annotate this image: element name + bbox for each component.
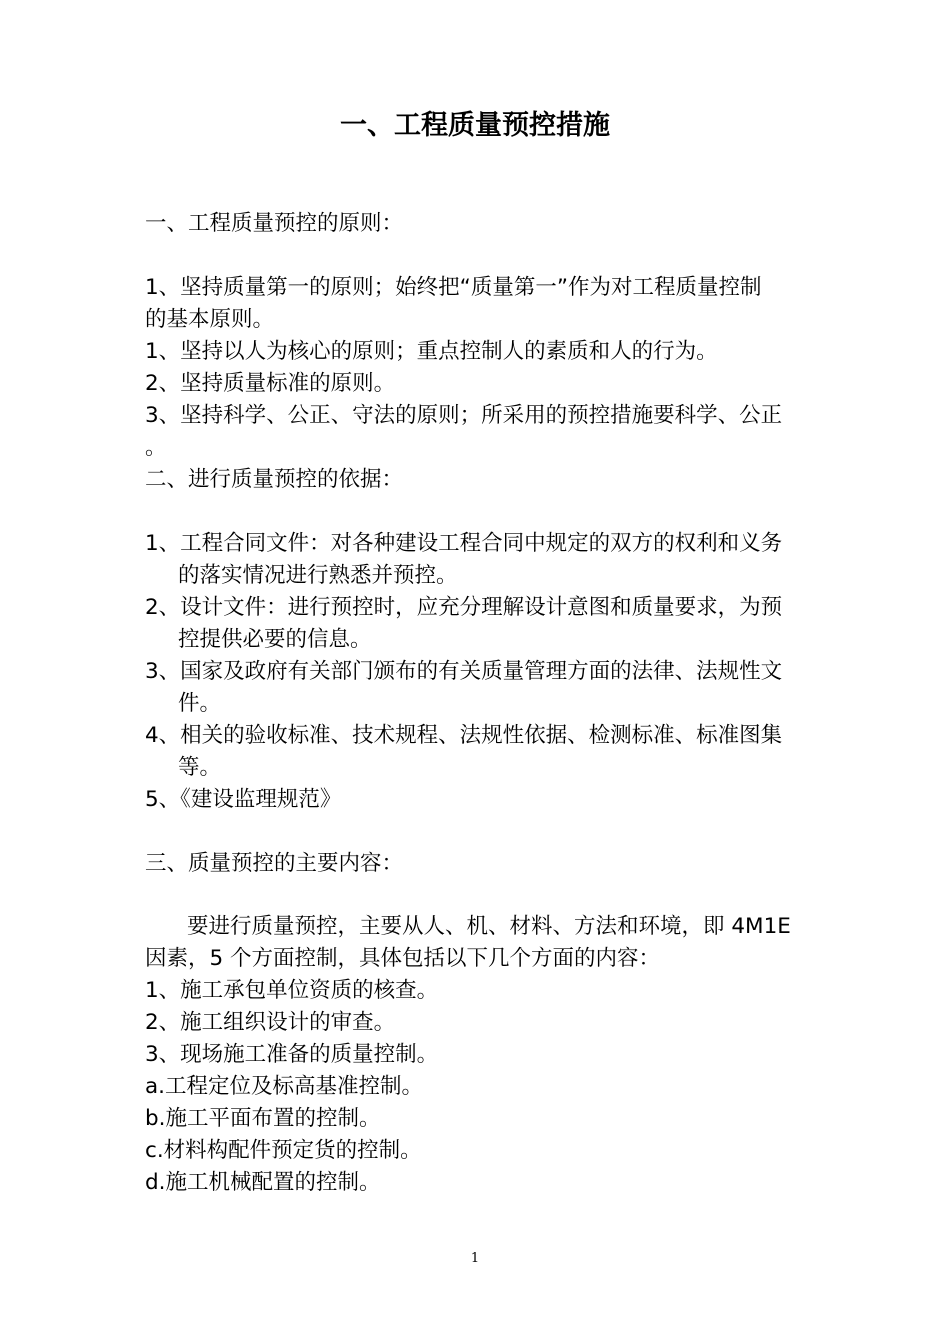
text-line: 等。	[178, 755, 222, 780]
text-line: 3、现场施工准备的质量控制。	[145, 1042, 439, 1067]
section-heading-basis: 二、进行质量预控的依据：	[145, 467, 404, 492]
text-line: 。	[145, 435, 167, 460]
page-number: 1	[470, 1251, 480, 1266]
text-line: 因素，5 个方面控制，具体包括以下几个方面的内容：	[145, 946, 661, 971]
text-line: c.材料构配件预定货的控制。	[145, 1138, 422, 1163]
text-line: 3、国家及政府有关部门颁布的有关质量管理方面的法律、法规性文	[145, 659, 783, 684]
text-line: 1、施工承包单位资质的核查。	[145, 978, 439, 1003]
text-line: 2、设计文件：进行预控时，应充分理解设计意图和质量要求，为预	[145, 595, 783, 620]
text-line: b.施工平面布置的控制。	[145, 1106, 381, 1131]
text-line: 4、相关的验收标准、技术规程、法规性依据、检测标准、标准图集	[145, 723, 783, 748]
text-line: 1、坚持质量第一的原则；始终把“质量第一”作为对工程质量控制	[145, 275, 762, 300]
text-line: a.工程定位及标高基准控制。	[145, 1074, 424, 1099]
section-heading-content: 三、质量预控的主要内容：	[145, 851, 404, 876]
text-line: 1、工程合同文件：对各种建设工程合同中规定的双方的权利和义务	[145, 531, 783, 556]
text-line: d.施工机械配置的控制。	[145, 1170, 381, 1195]
text-line: 3、坚持科学、公正、守法的原则；所采用的预控措施要科学、公正	[145, 403, 783, 428]
text-line: 件。	[178, 691, 222, 716]
text-line: 要进行质量预控，主要从人、机、材料、方法和环境，即 4M1E	[187, 914, 791, 939]
text-line: 的落实情况进行熟悉并预控。	[178, 563, 458, 588]
document-title: 一、工程质量预控措施	[340, 110, 610, 141]
text-line: 5、《建设监理规范》	[145, 787, 342, 812]
text-line: 2、施工组织设计的审查。	[145, 1010, 396, 1035]
text-line: 2、坚持质量标准的原则。	[145, 371, 396, 396]
text-line: 的基本原则。	[145, 307, 275, 332]
section-heading-principles: 一、工程质量预控的原则：	[145, 211, 404, 236]
text-line: 1、坚持以人为核心的原则；重点控制人的素质和人的行为。	[145, 339, 718, 364]
text-line: 控提供必要的信息。	[178, 627, 372, 652]
